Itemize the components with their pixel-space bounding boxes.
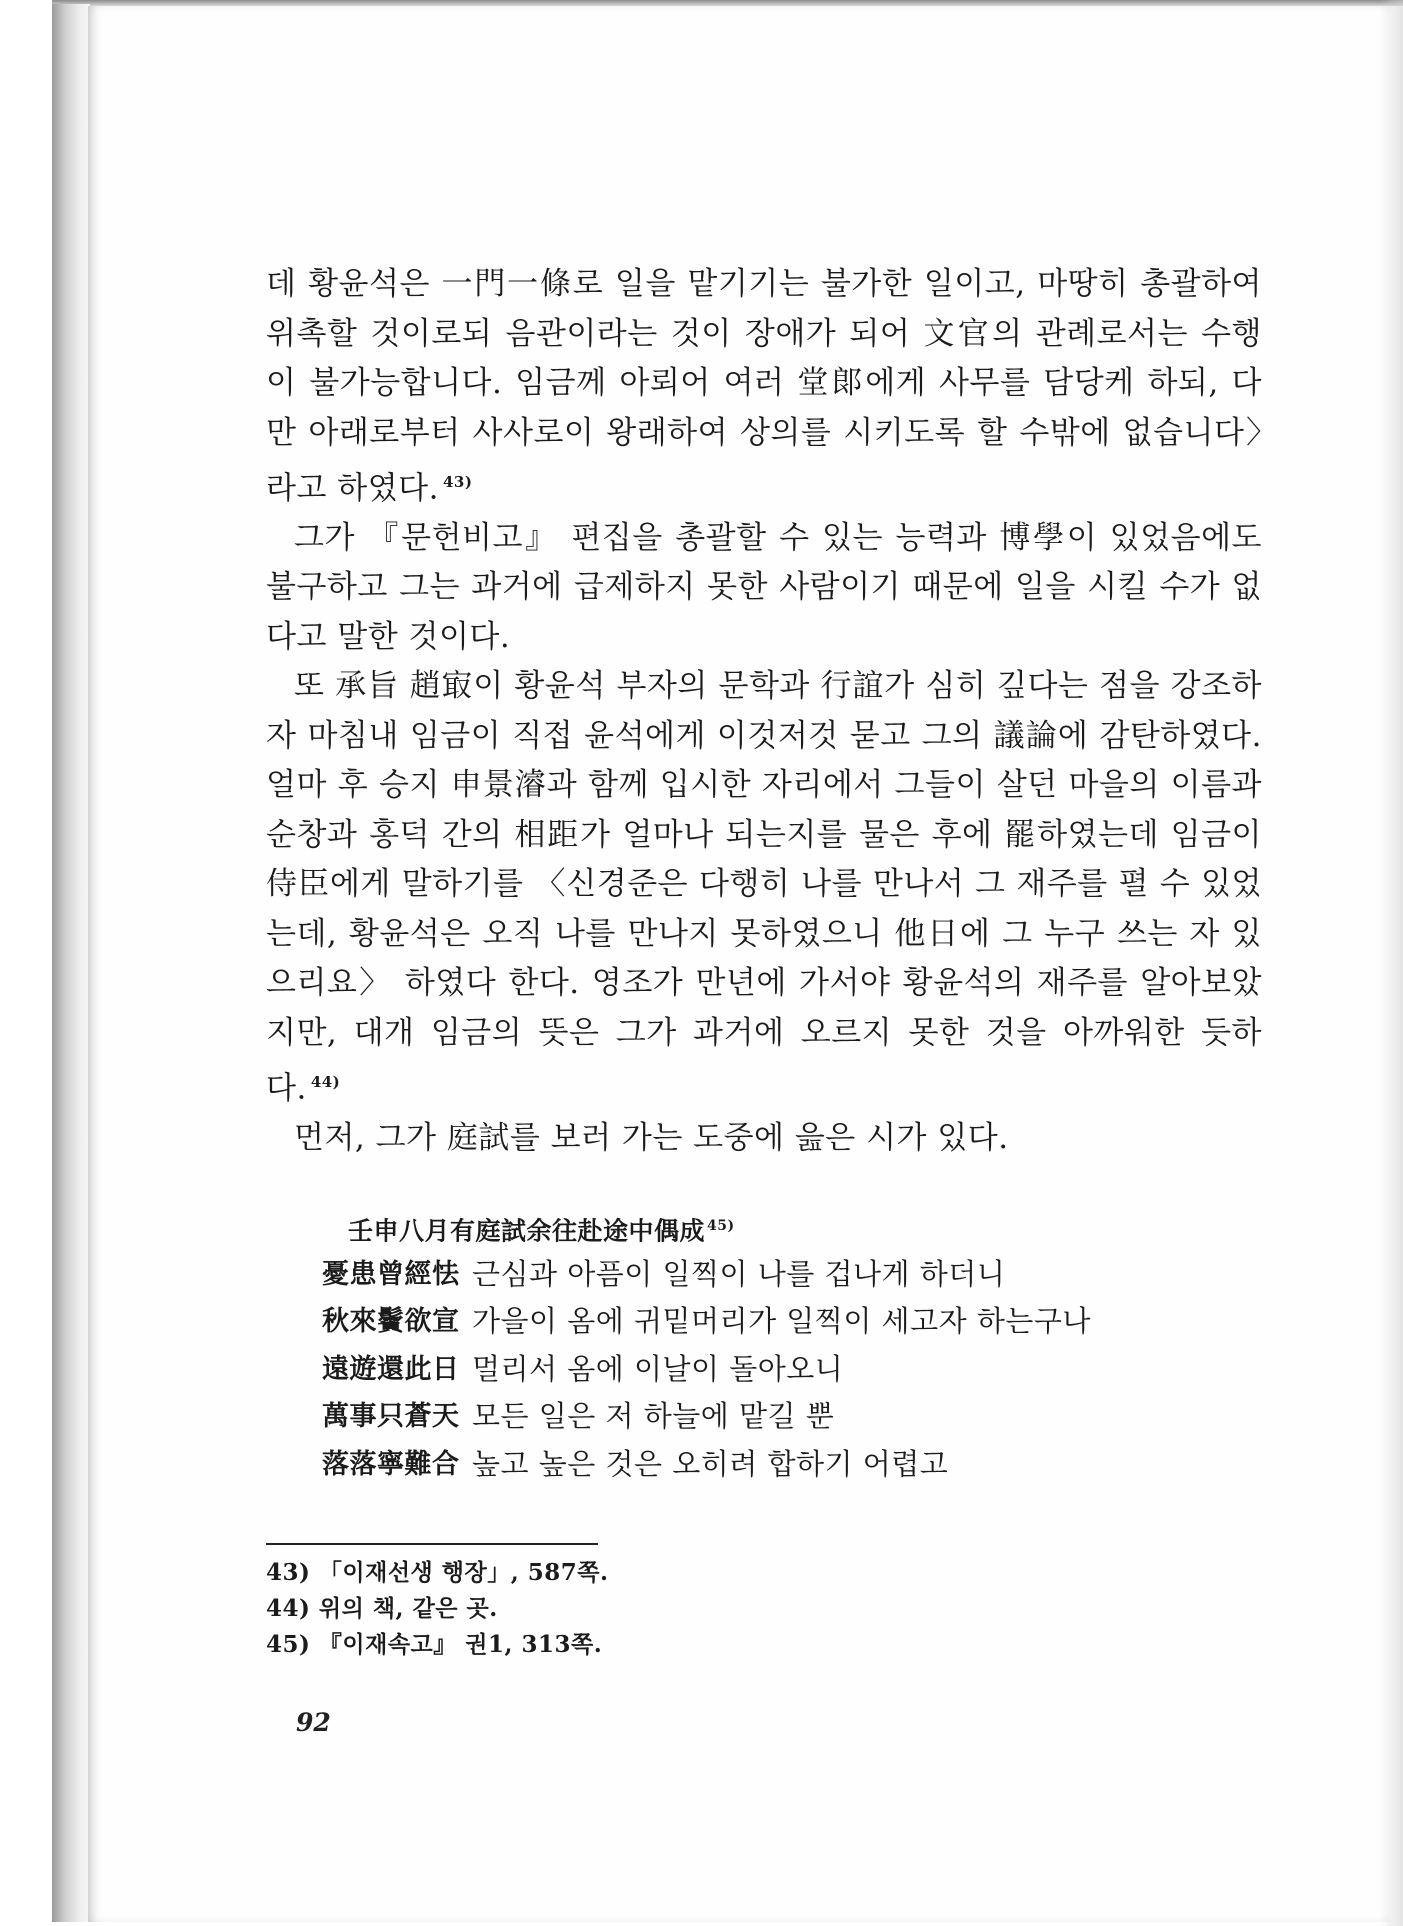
poem-line: [322, 1251, 1262, 1299]
footnote-43: 43) 「이재선생 행장」, 587쪽.: [266, 1559, 609, 1586]
paragraph-4: [266, 1114, 1262, 1164]
poem-block: [266, 1206, 1262, 1489]
poem-line-hanja: 萬事只蒼天: [322, 1401, 460, 1433]
paragraph-3-text: 또 承旨 趙㝡이 황윤석 부자의 문학과 行誼가 심히 깊다는 점을 강조하자 마침내 임금이 직접 윤석에게 이것저것 묻고 그의 議論에 감탄하였다. 얼마 후 승지 申景濬과 함께 입시한 자리에서 그들이 살던 마을의 이름과 순창과 홍덕 간의 相距가 얼마나 되는지를 물은 후에 罷하였는데 임금이 侍臣에게 말하기를 〈신경준은 다행히 나를 만나서 그 재주를 펼 수 있었는데, 황윤석은 오직 나를 만나지 못하였으니 他日에 그 누구 쓰는 자 있으리요〉 하였다 한다. 영조가 만년에 가서야 황윤석의 재주를 알아보았지만, 대개 임금의 뜻은 그가 과거에 오르지 못한 것을 아까워한 듯하다.: [266, 668, 1262, 1107]
page-right-shadow: [1379, 0, 1403, 1926]
poem-title: [348, 1206, 1262, 1251]
poem-line: [322, 1346, 1262, 1394]
poem-line: [322, 1393, 1262, 1441]
poem-line-korean: 가을이 옴에 귀밑머리가 일찍이 세고자 하는구나: [472, 1304, 1091, 1339]
footnote-ref-44[interactable]: 44): [310, 1073, 341, 1092]
paragraph-2-text: 그가 『문헌비고』 편집을 총괄할 수 있는 능력과 博學이 있었음에도 불구하고 그는 과거에 급제하지 못한 사람이기 때문에 일을 시킬 수가 없다고 말한 것이다.: [266, 519, 1262, 655]
page-number: 92: [296, 1708, 331, 1737]
footnote-45: 45) 『이재속고』 권1, 313쪽.: [266, 1631, 603, 1658]
paragraph-4-text: 먼저, 그가 庭試를 보러 가는 도중에 읊은 시가 있다.: [294, 1120, 1009, 1157]
poem-line-korean: 근심과 아픔이 일찍이 나를 겁나게 하더니: [472, 1256, 1006, 1291]
footnote-44: 44) 위의 책, 같은 곳.: [266, 1595, 498, 1622]
poem-title-text: 壬申八月有庭試余往赴途中偶成: [348, 1215, 706, 1245]
paragraph-1: [266, 260, 1262, 514]
page-body: [266, 260, 1262, 1488]
poem-line: [322, 1441, 1262, 1489]
poem-line-korean: 멀리서 옴에 이날이 돌아오니: [472, 1351, 844, 1386]
poem-line-korean: 모든 일은 저 하늘에 맡길 뿐: [472, 1399, 835, 1434]
footnote-ref-45[interactable]: 45): [707, 1217, 735, 1234]
footnote-divider: [266, 1543, 598, 1545]
poem-line-hanja: 遠遊還此日: [322, 1353, 460, 1385]
paragraph-2: [266, 514, 1262, 663]
poem-line-korean: 높고 높은 것은 오히려 합하기 어렵고: [472, 1446, 949, 1481]
poem-line-hanja: 憂患曾經怯: [322, 1258, 460, 1290]
book-spine-edge: [52, 4, 90, 1922]
poem-line-hanja: 秋來鬢欲宣: [322, 1306, 460, 1338]
poem-line-hanja: 落落寧難合: [322, 1448, 460, 1480]
paragraph-3: [266, 662, 1262, 1114]
footnotes-section: [266, 1543, 966, 1663]
paragraph-1-text: 데 황윤석은 一門一條로 일을 맡기기는 불가한 일이고, 마땅히 총괄하여 위촉할 것이로되 음관이라는 것이 장애가 되어 文官의 관례로서는 수행이 불가능합니다. 임금께 아뢰어 여러 堂郞에게 사무를 담당케 하되, 다만 아래로부터 사사로이 왕래하여 상의를 시키도록 할 수밖에 없습니다〉라고 하였다.: [266, 266, 1262, 507]
poem-line: [322, 1298, 1262, 1346]
footnote-ref-43[interactable]: 43): [442, 473, 473, 491]
